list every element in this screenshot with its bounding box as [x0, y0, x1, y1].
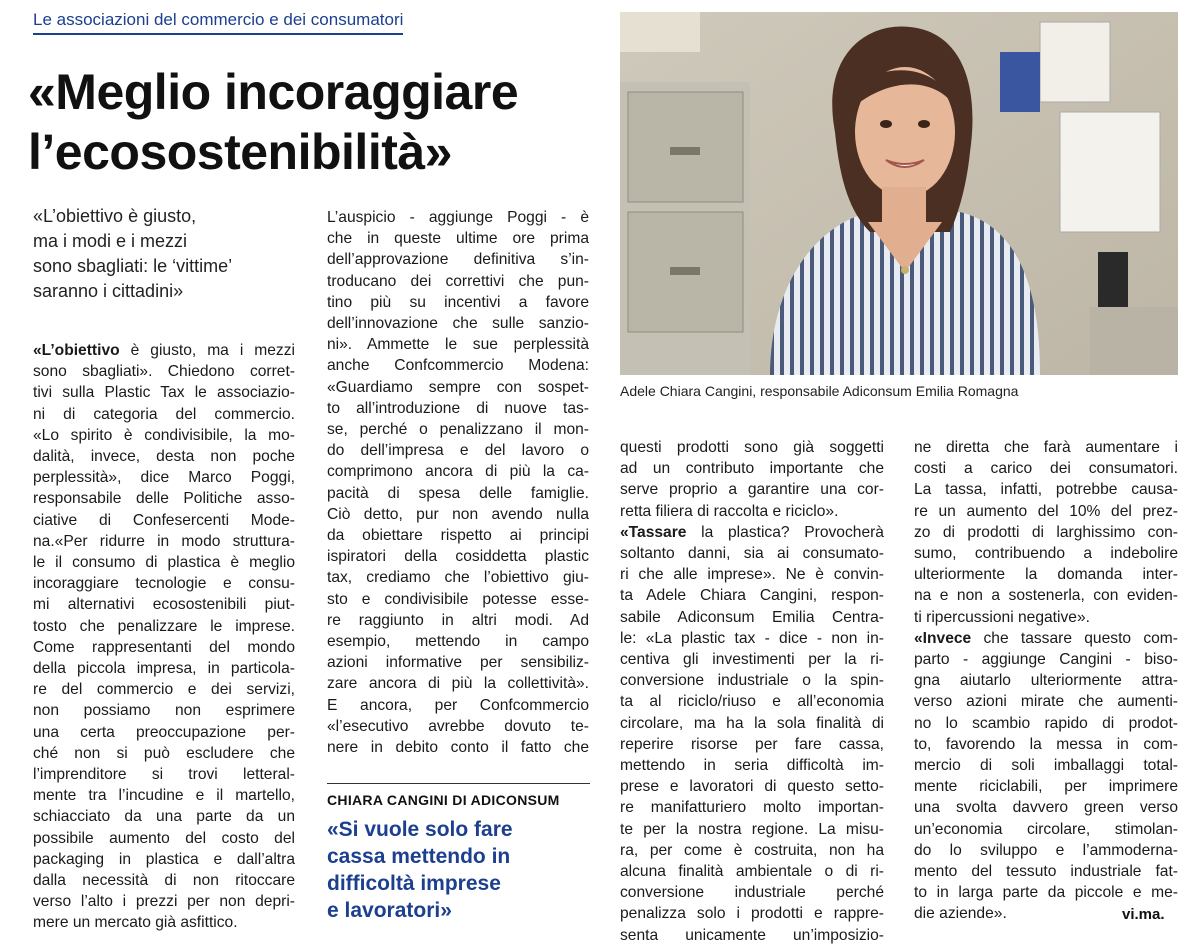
text-line: mento del tessuto industriale fat- — [914, 863, 1178, 881]
text-line: una certa preoccupazione per- — [33, 723, 295, 741]
text-line: mi alternativi ecosostenibili piut- — [33, 596, 295, 614]
paragraph-lead: «L’obiettivo — [33, 342, 120, 359]
text-line: comprimono ancora di più la ca- — [327, 463, 589, 481]
text-line: do lo sviluppo e l’ammoderna- — [914, 841, 1178, 859]
text-line: schiacciato da una parte da un — [33, 808, 295, 826]
text-line: senta unicamente un’imposizio- — [620, 926, 884, 944]
text-line: l’imprenditore si trovi letteral- — [33, 766, 295, 784]
text-line: mercio di soli imballaggi total- — [914, 757, 1178, 775]
portrait-illustration — [620, 12, 1178, 375]
text-line: retta filiera di raccolta e riciclo». — [620, 502, 839, 520]
text-line: ni di categoria del commercio. — [33, 405, 295, 423]
text-line: zo di prodotti di larghissimo con- — [914, 523, 1178, 541]
author-signature: vi.ma. — [1122, 906, 1165, 923]
text-line: zare ancora di più la collettività». — [327, 675, 589, 693]
headline-line: «Meglio incoraggiare — [28, 64, 519, 120]
text-line: della piccola impresa, in particola- — [33, 660, 295, 678]
article-column-3 — [620, 437, 884, 946]
article-column-2 — [327, 207, 589, 758]
text-line: dell’approvazione definitiva s’in- — [327, 251, 589, 269]
text-line: La tassa, infatti, potrebbe causa- — [914, 481, 1178, 499]
text-line: una svolta davvero green verso — [914, 799, 1178, 817]
article-column-1 — [33, 340, 295, 934]
text-line: «Tassare la plastica? Provocherà — [620, 523, 884, 541]
text-line: costi a carico dei consumatori. — [914, 460, 1178, 478]
text-line: na e non a sostenerla, con eviden- — [914, 587, 1178, 605]
text-line: soltanto danni, sia ai consumato- — [620, 545, 884, 563]
text-line: sto e condivisibile potesse esse- — [327, 590, 589, 608]
text-line: penalizza solo i prodotti e rappre- — [620, 905, 884, 923]
text-line: «Invece che tassare questo com- — [914, 629, 1178, 647]
text-line: «Guardiamo sempre con sospet- — [327, 378, 589, 396]
text-line: ulteriormente la domanda inter- — [914, 566, 1178, 584]
text-line: tax, crediamo che l’obiettivo giu- — [327, 569, 589, 587]
text-line: ispiratori della cosiddetta plastic — [327, 548, 589, 566]
text-line: re un aumento del 10% del prez- — [914, 502, 1178, 520]
text-line: die aziende». — [914, 905, 1007, 923]
text-line: te per la nostra regione. La misu- — [620, 820, 884, 838]
photo-caption: Adele Chiara Cangini, responsabile Adiconsum Emilia Romagna — [620, 383, 1019, 399]
subhead-line: ma i modi e i mezzi — [33, 231, 188, 251]
text-line: troducano dei correttivi che pun- — [327, 272, 589, 290]
text-line: ciative di Confesercenti Mode- — [33, 511, 295, 529]
headline — [28, 62, 603, 182]
article-column-4 — [914, 437, 1178, 925]
text-line: parto - aggiunge Cangini - biso- — [914, 651, 1178, 669]
text-line: reperire risorse per fare cassa, — [620, 735, 884, 753]
subheadline — [33, 204, 303, 304]
text-line: ché non si può escludere che — [33, 744, 295, 762]
text-line: conversione industriale perché — [620, 884, 884, 902]
headline-line: l’ecosostenibilità» — [28, 124, 452, 180]
text-line: E ancora, per Confcommercio — [327, 696, 589, 714]
text-line: se, perché o penalizzano il mon- — [327, 421, 589, 439]
portrait-photo — [620, 12, 1178, 375]
text-line: un’economia circolare, stimolan- — [914, 820, 1178, 838]
text-line: gna aiutarlo ulteriormente attra- — [914, 672, 1178, 690]
text-line: to all’introduzione di nuove tas- — [327, 399, 589, 417]
text-line: «L’obiettivo è giusto, ma i mezzi — [33, 342, 295, 359]
text-line: ri che alle imprese». Ne è convin- — [620, 566, 884, 584]
text-line: dell’innovazione che sulle sanzio- — [327, 315, 589, 333]
pull-quote-box — [327, 783, 590, 924]
text-line: circolare, ma ha la sola finalità di — [620, 714, 884, 732]
pull-quote-line: «Si vuole solo fare — [327, 818, 513, 841]
text-line: prese e lavoratori di questo setto- — [620, 778, 884, 796]
pull-quote-source: CHIARA CANGINI DI ADICONSUM — [327, 792, 560, 808]
text-line: Ciò detto, pur non avendo nulla — [327, 505, 589, 523]
text-line: centiva gli investimenti per la ri- — [620, 651, 884, 669]
text-line: serve proprio a garantire una cor- — [620, 481, 884, 499]
text-line: sumo, contribuendo a indebolire — [914, 545, 1178, 563]
text-line: ad un contributo importante che — [620, 460, 884, 478]
text-line: to in larga parte da piccole e me- — [914, 884, 1178, 902]
text-line: dalità, invece, desta non poche — [33, 448, 295, 466]
text-line: mettendo in seria difficoltà im- — [620, 757, 884, 775]
subhead-line: saranno i cittadini» — [33, 281, 184, 301]
text-line: sono sbagliati». Chiedono corret- — [33, 363, 295, 381]
text-line: dalla necessità di non ritoccare — [33, 872, 295, 890]
text-line: ne diretta che farà aumentare i — [914, 439, 1178, 456]
text-line: do dell’impresa e del lavoro o — [327, 442, 589, 460]
text-line: ni». Ammette le sue perplessità — [327, 336, 589, 354]
text-line: Come rappresentanti del mondo — [33, 638, 295, 656]
text-line: pacità di spesa delle famiglie. — [327, 484, 589, 502]
pull-quote-line: difficoltà imprese — [327, 872, 501, 895]
text-line: ra, per come è costruita, non ha — [620, 841, 884, 859]
paragraph-lead: «Invece — [914, 629, 972, 647]
paragraph-lead: «Tassare — [620, 523, 687, 541]
text-line: mente riciclabili, per imprimere — [914, 778, 1178, 796]
text-line: sabile Adiconsum Emilia Centra- — [620, 608, 884, 626]
text-line: che in queste ultime ore prima — [327, 230, 589, 248]
text-line: verso azioni mirate che aumenti- — [914, 693, 1178, 711]
text-line: «l’esecutivo avrebbe dovuto te- — [327, 717, 589, 735]
text-line: tino più su incentivi a favore — [327, 293, 589, 311]
text-line: questi prodotti sono già soggetti — [620, 439, 884, 456]
text-line: le: «La plastic tax - dice - non in- — [620, 629, 884, 647]
text-line: non possiamo non esprimere — [33, 702, 295, 720]
text-line: responsabile delle Politiche asso- — [33, 490, 295, 508]
text-line: «Lo spirito è condivisibile, la mo- — [33, 426, 295, 444]
section-kicker: Le associazioni del commercio e dei consumatori — [33, 10, 403, 35]
text-line: esempio, mettendo in campo — [327, 633, 589, 651]
text-line: ta Adele Chiara Cangini, respon- — [620, 587, 884, 605]
text-line: L’auspicio - aggiunge Poggi - è — [327, 209, 589, 226]
text-line: tivi sulla Plastic Tax le associazio- — [33, 384, 295, 402]
text-line: re raggiunto in altri modi. Ad — [327, 611, 589, 629]
text-line: no lo scambio rapido di prodot- — [914, 714, 1178, 732]
text-line: re del commercio e dei servizi, — [33, 681, 295, 699]
text-line: tosto che penalizzare le imprese. — [33, 617, 295, 635]
text-line: conversione industriale o la spin- — [620, 672, 884, 690]
text-line: azioni informative per sensibiliz- — [327, 654, 589, 672]
text-line: mere un mercato già asfittico. — [33, 914, 238, 932]
pull-quote — [327, 816, 590, 924]
text-line: ta al riciclo/riuso e all’economia — [620, 693, 884, 711]
text-line: mente tra l’incudine e il martello, — [33, 787, 295, 805]
text-line: to, favorendo la messa in com- — [914, 735, 1178, 753]
text-line: possibile aumento del costo del — [33, 829, 295, 847]
text-line: incoraggiare tecnologie e consu- — [33, 575, 295, 593]
pull-quote-line: e lavoratori» — [327, 899, 452, 922]
text-line: re manifatturiero molto importan- — [620, 799, 884, 817]
subhead-line: «L’obiettivo è giusto, — [33, 206, 197, 226]
text-line: alcuna finalità ambientale o di ri- — [620, 863, 884, 881]
pull-quote-line: cassa mettendo in — [327, 845, 511, 868]
text-line: perplessità», dice Marco Poggi, — [33, 469, 295, 487]
text-line: packaging in plastica e dall’altra — [33, 850, 295, 868]
text-line: nere in debito conto il fatto che — [327, 739, 589, 757]
text-line: verso l’alto i prezzi per non depri- — [33, 893, 295, 911]
text-line: na.«Per ridurre in modo struttura- — [33, 532, 295, 550]
subhead-line: sono sbagliati: le ‘vittime’ — [33, 256, 233, 276]
text-line: da obiettare rispetto ai principi — [327, 527, 589, 545]
text-line: le il consumo di plastica è meglio — [33, 554, 295, 572]
text-line: ti ripercussioni negative». — [914, 608, 1090, 626]
text-line: anche Confcommercio Modena: — [327, 357, 589, 375]
